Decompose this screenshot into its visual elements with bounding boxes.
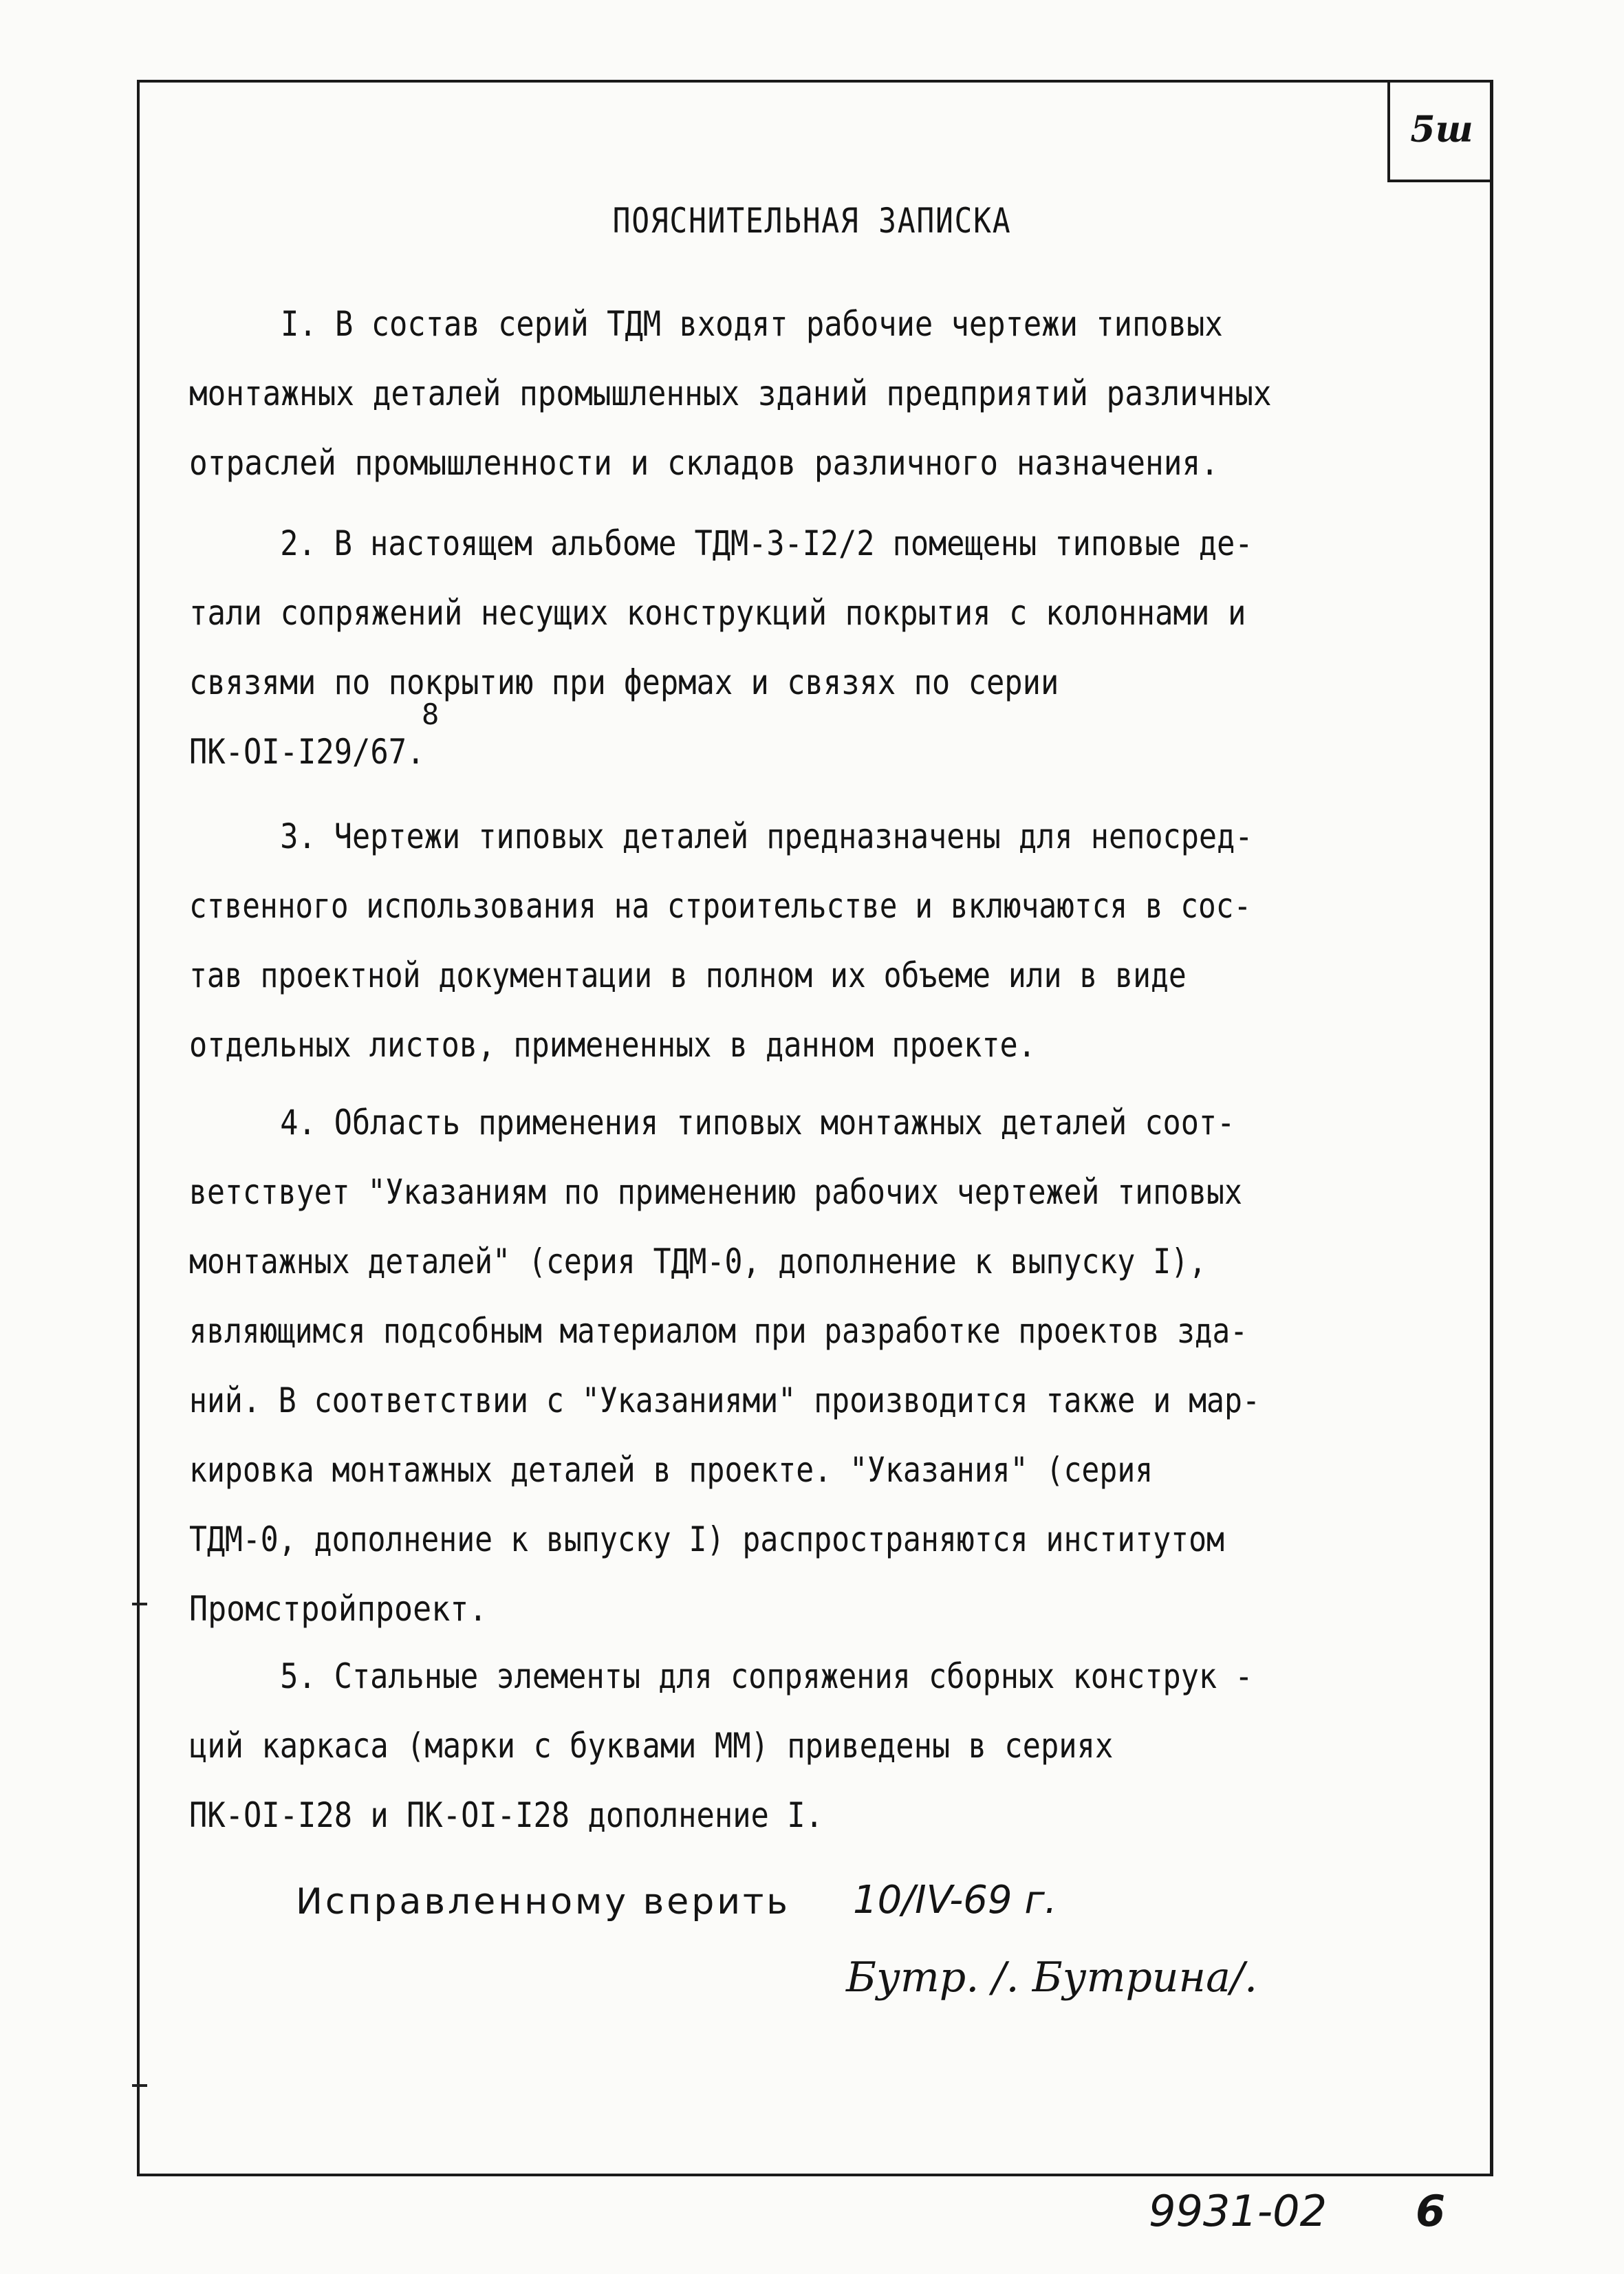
paragraph-1-line-3: отраслей промышленности и складов различного назначения. bbox=[189, 443, 1219, 483]
paragraph-2-line-4: ПК-OI-I29/67. bbox=[189, 732, 425, 772]
paragraph-3 bbox=[189, 802, 1420, 1080]
paragraph-4-line-7: ТДМ-0, дополнение к выпуску I) распространяются институтом bbox=[189, 1519, 1225, 1559]
paragraph-1 bbox=[189, 290, 1420, 498]
paragraph-3-line-1: 3. Чертежи типовых деталей предназначены для непосред- bbox=[280, 816, 1253, 856]
paragraph-4 bbox=[189, 1088, 1420, 1644]
paragraph-3-line-4: отдельных листов, примененных в данном проекте. bbox=[189, 1025, 1036, 1065]
binding-mark bbox=[132, 1603, 147, 1605]
paragraph-4-line-1: 4. Область применения типовых монтажных деталей соот- bbox=[280, 1103, 1235, 1143]
paragraph-4-line-5: ний. В соответствии с "Указаниями" производится также и мар- bbox=[189, 1380, 1260, 1420]
paragraph-4-line-4: являющимся подсобным материалом при разработке проектов зда- bbox=[189, 1311, 1248, 1351]
paragraph-4-line-3: монтажных деталей" (серия ТДМ-0, дополнение к выпуску I), bbox=[189, 1242, 1207, 1281]
paragraph-2-line-1: 2. В настоящем альбоме ТДМ-3-I2/2 помещены типовые де- bbox=[280, 523, 1253, 563]
paragraph-5 bbox=[189, 1642, 1420, 1850]
paragraph-5-line-1: 5. Стальные элементы для сопряжения сборных конструк - bbox=[280, 1656, 1253, 1696]
certification-date: 10/IV-69 г. bbox=[853, 1878, 1057, 1923]
sheet-mark: 5ш bbox=[1387, 80, 1493, 182]
signature: Бутр. /. Бутрина/. bbox=[846, 1953, 1258, 2002]
paragraph-4-line-8: Промстройпроект. bbox=[189, 1589, 488, 1629]
certification-note: Исправленному верить bbox=[296, 1881, 790, 1923]
paragraph-2-line-2: тали сопряжений несущих конструкций покрытия с колоннами и bbox=[189, 593, 1246, 633]
drawing-number: 9931-02 bbox=[1149, 2186, 1328, 2236]
handwritten-correction: 8 bbox=[422, 697, 440, 731]
paragraph-2-line-3: связями по покрытию при фермах и связях по серии bbox=[189, 662, 1059, 702]
paragraph-3-line-2: ственного использования на строительстве и включаются в сос- bbox=[189, 886, 1252, 926]
binding-mark bbox=[132, 2084, 147, 2087]
paragraph-4-line-6: кировка монтажных деталей в проекте. "Указания" (серия bbox=[189, 1450, 1154, 1490]
paragraph-1-line-2: монтажных деталей промышленных зданий предприятий различных bbox=[189, 373, 1272, 413]
paragraph-2 bbox=[189, 509, 1420, 787]
paragraph-5-line-3: ПК-OI-I28 и ПК-OI-I28 дополнение I. bbox=[189, 1795, 823, 1835]
paragraph-3-line-3: тав проектной документации в полном их объеме или в виде bbox=[189, 955, 1187, 995]
page-number: 6 bbox=[1416, 2186, 1446, 2236]
document-title: ПОЯСНИТЕЛЬНАЯ ЗАПИСКА bbox=[612, 201, 1012, 241]
paragraph-4-line-2: ветствует "Указаниям по применению рабочих чертежей типовых bbox=[189, 1172, 1242, 1212]
paragraph-1-line-1: I. В состав серий ТДМ входят рабочие чертежи типовых bbox=[281, 304, 1223, 344]
paragraph-5-line-2: ций каркаса (марки с буквами ММ) приведены в сериях bbox=[189, 1726, 1114, 1766]
